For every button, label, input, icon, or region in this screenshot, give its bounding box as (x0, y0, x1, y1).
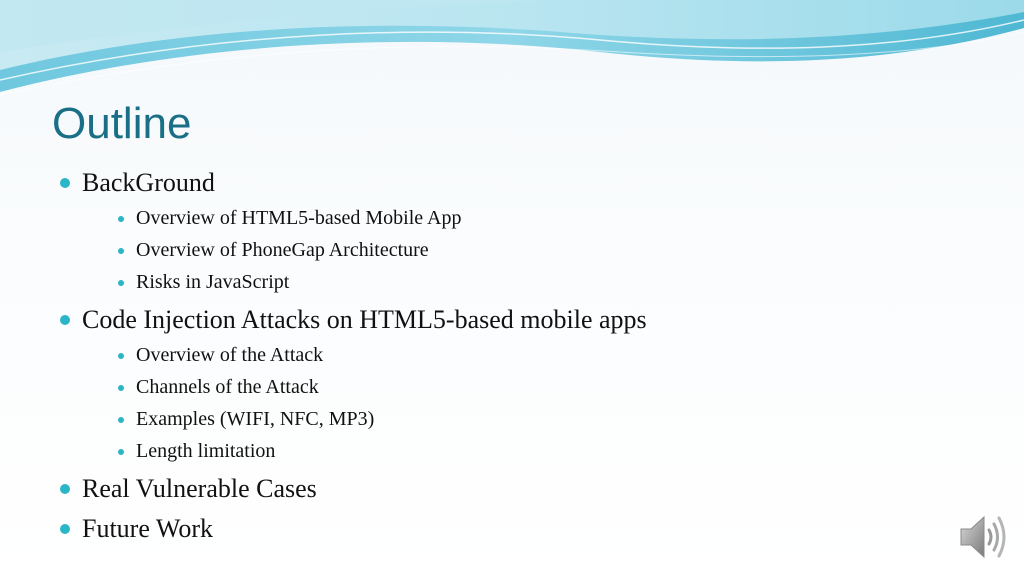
outline-item-label: Future Work (82, 514, 214, 543)
outline-subitem (136, 375, 319, 399)
bullet-icon (118, 353, 124, 359)
bullet-icon (118, 417, 124, 423)
outline-item-real-cases (82, 474, 317, 504)
bullet-icon (60, 484, 70, 494)
bullet-icon (118, 248, 124, 254)
outline-subitem (136, 407, 374, 431)
outline-item-background (82, 168, 215, 198)
outline-subitem (136, 439, 275, 463)
outline-subitem-label: Channels of the Attack (136, 376, 319, 398)
outline-item-label: Code Injection Attacks on HTML5-based mobile apps (82, 305, 647, 334)
outline-subitem-label: Overview of PhoneGap Architecture (136, 239, 429, 261)
bullet-icon (60, 178, 70, 188)
outline-subitem (136, 270, 289, 294)
bullet-icon (118, 216, 124, 222)
outline-subitem-label: Overview of HTML5-based Mobile App (136, 207, 462, 229)
outline-subitem-label: Examples (WIFI, NFC, MP3) (136, 408, 375, 430)
outline-subitem-label: Length limitation (136, 440, 276, 462)
outline-subitem (136, 343, 323, 367)
outline-subitem (136, 238, 429, 262)
outline-subitem-label: Overview of the Attack (136, 344, 324, 366)
bullet-icon (118, 280, 124, 286)
bullet-icon (60, 524, 70, 534)
slide-title: Outline (52, 99, 192, 148)
outline-subitem-label: Risks in JavaScript (136, 271, 290, 293)
outline-subitem (136, 206, 462, 230)
outline-item-label: Real Vulnerable Cases (82, 474, 317, 503)
outline-item-code-injection (82, 305, 647, 335)
outline-item-future-work (82, 514, 213, 544)
bullet-icon (60, 315, 70, 325)
bullet-icon (118, 385, 124, 391)
bullet-icon (118, 449, 124, 455)
speaker-icon[interactable] (958, 512, 1010, 562)
outline-item-label: BackGround (82, 168, 215, 197)
